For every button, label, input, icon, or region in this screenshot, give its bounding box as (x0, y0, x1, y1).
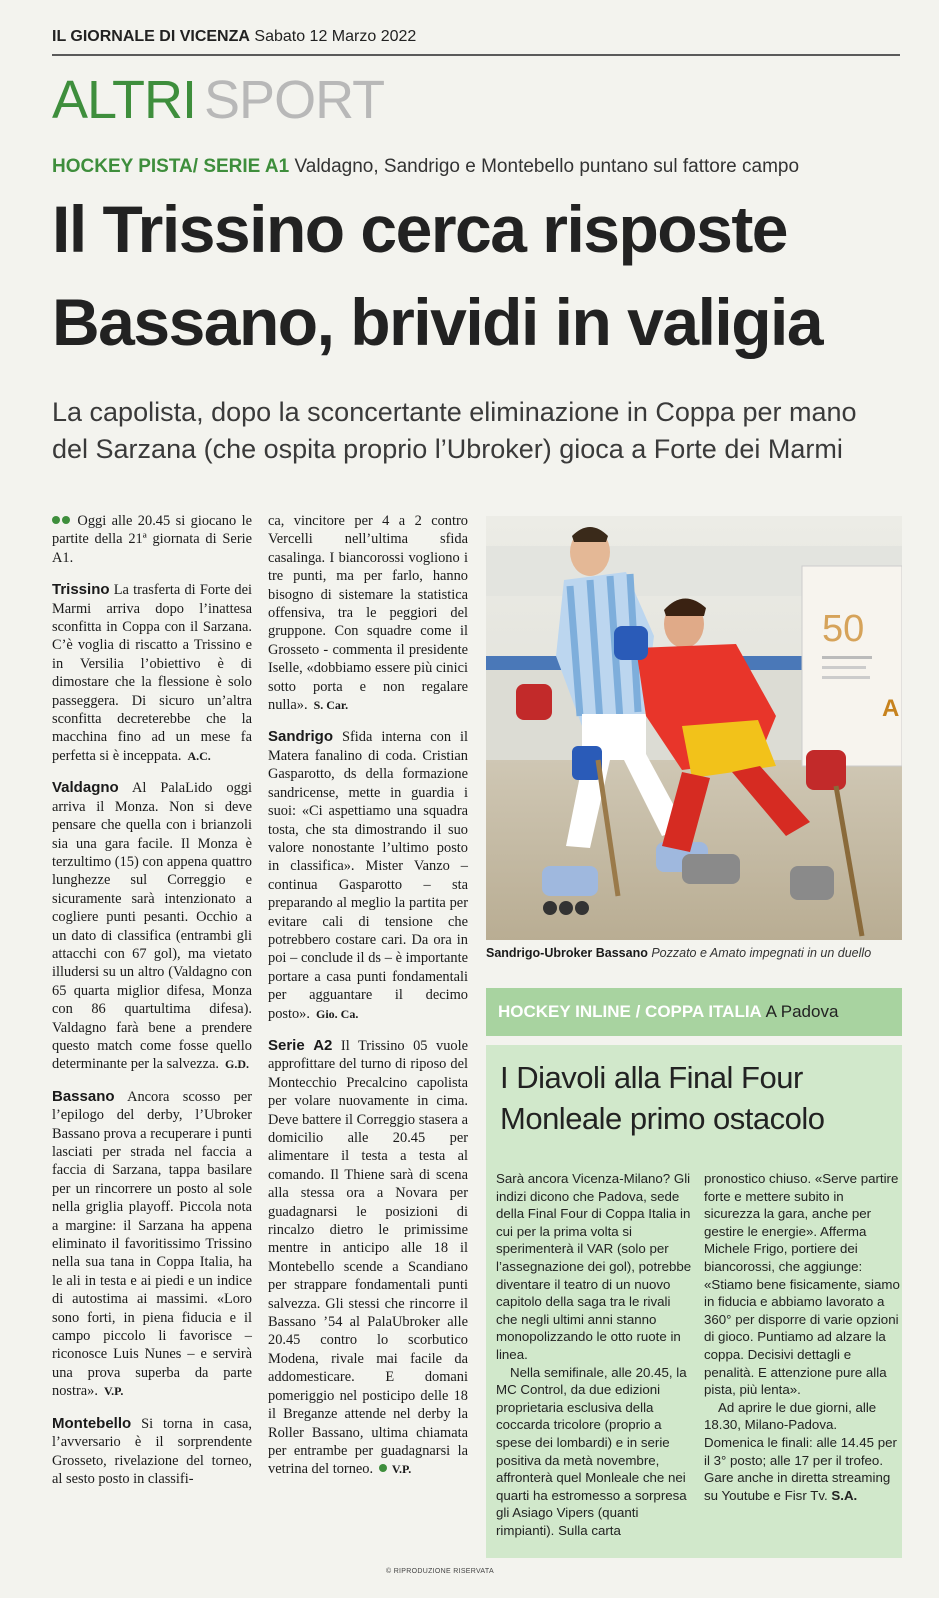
sidebar-paragraph: Sarà ancora Vicenza-Milano? Gli indizi dicono che Padova, sede della Final Four di Coppa Italia in cui per la prima volta si sperimenterà il VAR (solo per l’assegnazione dei gol), potrebbe diventare il teatro di un nuovo capitolo della saga tra le rivali che negli ultimi anni stanno monopolizzando le otto ruote in linea. (496, 1171, 692, 1362)
lead-word: Sandrigo (268, 728, 334, 746)
headline-line-2: Bassano, brividi in valigia (52, 285, 823, 359)
author-signature: G.D. (225, 1057, 249, 1072)
bullet-dot-icon (379, 1464, 387, 1472)
intro-text: Oggi alle 20.45 si giocano le partite della 21ª giornata di Serie A1. (52, 513, 252, 566)
paragraph-montebello (52, 1415, 252, 1489)
kicker-label: HOCKEY PISTA/ SERIE A1 (52, 156, 290, 177)
article-column-1 (52, 512, 252, 1502)
caption-bold: Sandrigo-Ubroker Bassano (486, 946, 648, 960)
sponsor-number: 50 (822, 608, 865, 650)
paragraph-text: ca, vincitore per 4 a 2 contro Vercelli nell’ultima sfida casalinga. I biancorossi vogliono i tre punti, ma per farlo, hanno bisogno di sistemare la statistica offensiva, tra le peggiori del gruppone. Con squadre come il Grosseto - commenta il presidente Iselle, «dobbiamo essere più cinici sotto porta e non regalare nulla». (268, 513, 468, 714)
sidebar-kicker (486, 988, 902, 1036)
bullet-dot-icon (52, 516, 60, 524)
section-title-b: SPORT (204, 70, 385, 130)
newspaper-name: IL GIORNALE DI VICENZA (52, 28, 250, 45)
section-title (52, 70, 384, 130)
sidebar-paragraph-text: Ad aprire le due giorni, alle 18.30, Milano-Padova. Domenica le finali: alle 14.45 per il 3° posto; alle 17 per il trofeo. Gare anche in diretta streaming su Youtube e Fisr Tv. (704, 1399, 897, 1503)
paragraph-text: Il Trissino 05 vuole approfittare del turno di riposo del Montecchio Precalcino capolista per volare nuovamente in cima. Deve battere il Correggio stasera a domicilio alle 20.45 per alimentare il testa a testa al comando. Il Thiene sarà di scena alla stessa ora a Novara per guadagnarsi le posizioni di rincalzo dietro le primissime mentre in anticipo alle 18 il Montebello scende a Scandiano per strappare fondamentali punti salvezza. Gli stessi che rincorre il Bassano ’54 al PalaUbroker alle 20.45 contro lo scorbutico Modena, rivale mai facile da addomesticare. E domani pomeriggio nel posticipo delle 18 il Breganze attende nel derby la Roller Bassano, ultima chiamata per entrambe per guadagnarsi la vetrina del torneo. (268, 1037, 468, 1478)
subhead-line-1: La capolista, dopo la sconcertante eliminazione in Coppa per mano (52, 397, 857, 427)
match-photo (486, 516, 902, 940)
sidebar-column-2 (704, 1170, 900, 1504)
paragraph-serie-a2 (268, 1037, 468, 1479)
sidebar-paragraph: pronostico chiuso. «Serve partire forte e mettere subito in sicurezza la gara, anche per gestire le energie». Afferma Michele Frigo, portiere dei biancorossi, che aggiunge: «Stiamo bene fisicamente, siamo in fiducia e abbiamo lavorato a 360° per disporre di varie opzioni di gioco. Puntiamo ad alzare la coppa. Decisivi dettagli e penalità. E attenzione pure alla pista, più lenta». (704, 1171, 900, 1398)
author-signature: S. Car. (313, 698, 349, 713)
copyright-notice: © RIPRODUZIONE RISERVATA (386, 1568, 494, 1575)
article-kicker (52, 156, 799, 178)
author-signature: Gio. Ca. (315, 1006, 359, 1021)
paragraph-text: Sfida interna con il Matera fanalino di coda. Cristian Gasparotto, ds della formazione sandricense, mette in guardia i suoi: «Ci aspettiamo una squadra tosta, che sta dimostrando il suo valore nonostante l’ultimo posto in classifica». Mister Vanzo – continua Gasparotto – sta preparando al meglio la partita per evitare cali di tensione che potrebbero costare cari. Da ora in poi – conclude il ds – è importante portare a casa punti fondamentali per agguantare il decimo posto». (268, 729, 468, 1022)
intro-paragraph (52, 512, 252, 567)
section-title-a: ALTRI (52, 70, 197, 130)
issue-date: Sabato 12 Marzo 2022 (254, 28, 417, 45)
paragraph-trissino (52, 581, 252, 765)
banner-letter: A (882, 695, 900, 722)
masthead (52, 28, 416, 46)
author-signature: A.C. (187, 748, 211, 763)
sidebar-paragraph: Nella semifinale, alle 20.45, la MC Control, da due edizioni proprietaria esclusiva della coccarda tricolore (proprio a spese dei lombardi) e in serie positiva da metà novembre, affronterà quel Monleale che nei quarti ha estromesso a sorpresa gli Asiago Vipers (quanti rimpianti). Sulla carta (496, 1364, 687, 1538)
signature-text: V.P. (391, 1462, 412, 1477)
author-signature (379, 1462, 411, 1476)
paragraph-sandrigo (268, 728, 468, 1023)
lead-word: Trissino (52, 581, 110, 599)
photo-illustration (486, 516, 902, 940)
headline-line-1: Il Trissino cerca risposte (52, 192, 788, 266)
paragraph-text: Al PalaLido oggi arriva il Monza. Non si deve pensare che quella con i brianzoli sia una gara facile. Il Monza è terzultimo (15) con appena quattro lunghezze sul Correggio e sicuramente sarà intenzionato a cogliere punti pesanti. Occhio a un dato di classifica (entrambi gli attacchi con 67 gol), ma vietato illudersi su un altro (Valdagno con 65 quarta miglior difesa, Monza con 86 quartultima difesa). Valdagno farà bene a prendere questo match come fosse quello determinante per la salvezza. (52, 780, 252, 1073)
photo-caption (486, 946, 871, 960)
paragraph-text: Si torna in casa, l’avversario è il sorprendente Grosseto, rivelazione del torneo, al sesto posto in classifi- (52, 1415, 252, 1487)
sidebar-headline-1: I Diavoli alla Final Four (500, 1060, 803, 1095)
paragraph-text: La trasferta di Forte dei Marmi arriva dopo l’inattesa sconfitta in Coppa con il Sarzana. C’è voglia di riscatto a Trissino e in Versilia l’obiettivo è di dimostare che la flessione è solo passeggera. Di sicuro un’altra sconfitta decreterebbe che la macchina fino ad un mese fa perfetta si è inceppata. (52, 582, 252, 764)
lead-word: Valdagno (52, 779, 119, 797)
sidebar-headline-2: Monleale primo ostacolo (500, 1101, 825, 1136)
sidebar-kicker-label: HOCKEY INLINE / COPPA ITALIA (498, 1002, 762, 1021)
lead-word: Bassano (52, 1087, 115, 1105)
top-divider (52, 54, 900, 56)
article-column-2 (268, 512, 468, 1493)
kicker-text: Valdagno, Sandrigo e Montebello puntano sul fattore campo (294, 156, 800, 177)
caption-italic: Pozzato e Amato impegnati in un duello (651, 946, 872, 960)
sponsor-banner (802, 566, 902, 766)
lead-word: Montebello (52, 1414, 132, 1432)
paragraph-valdagno (52, 779, 252, 1074)
bullet-dot-icon (62, 516, 70, 524)
sidebar-kicker-text: A Padova (765, 1002, 839, 1021)
subhead-line-2: del Sarzana (che ospita proprio l’Ubroker) gioca a Forte dei Marmi (52, 434, 843, 464)
paragraph-text: Ancora scosso per l’epilogo del derby, l’Ubroker Bassano prova a recuperare i punti lasciati per strada nel faccia a faccia di Sarzana, tappa basilare per un rincorrere un posto al sole nella griglia playoff. Piccola nota a margine: il Sarzana ha appena eliminato il favoritissimo Trissino nella sua tana in Coppa Italia, ha le ali in testa e ai piedi e un indice di autostima ai massimi. «Loro sono forti, in piena fiducia e il campo piccolo li favorisce – riconosce Luis Nunes – e servirà una prova superba da parte nostra». (52, 1088, 252, 1400)
paragraph-bassano (52, 1088, 252, 1401)
lead-word: Serie A2 (268, 1036, 333, 1054)
author-signature: S.A. (831, 1487, 858, 1503)
author-signature: V.P. (103, 1384, 124, 1399)
sidebar-paragraph (704, 1399, 900, 1505)
paragraph-montebello-cont (268, 512, 468, 714)
sidebar-column-1 (496, 1170, 694, 1539)
